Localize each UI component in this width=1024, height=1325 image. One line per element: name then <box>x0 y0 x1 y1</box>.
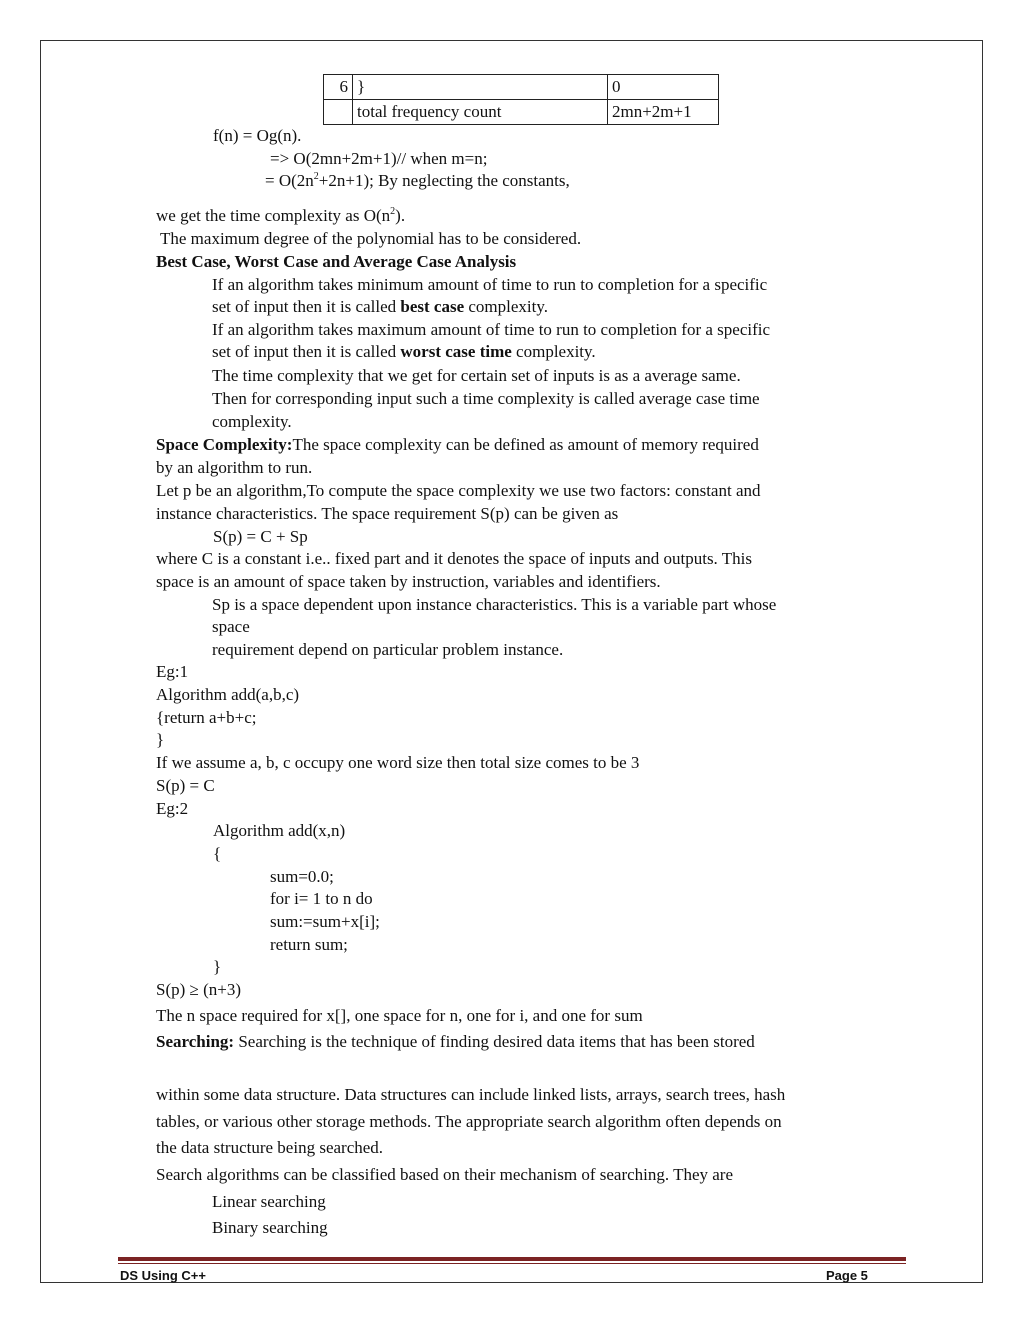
cases-heading: Best Case, Worst Case and Average Case Analysis <box>156 252 517 271</box>
searching-line-5: Search algorithms can be classified based on their mechanism of searching. They are <box>156 1165 734 1184</box>
case-average-line-2: Then for corresponding input such a time complexity is called average case time <box>212 389 760 408</box>
derivation-text: = O(2n <box>265 171 314 190</box>
table-row <box>324 75 719 100</box>
searching-text: Searching is the technique of finding desired data items that has been stored <box>234 1032 755 1051</box>
searching-line-3: tables, or various other storage methods. The appropriate search algorithm often depends on <box>156 1112 782 1131</box>
list-item: Linear searching <box>212 1192 326 1211</box>
page-number: Page 5 <box>826 1268 868 1283</box>
derivation-line-1: f(n) = Og(n). <box>213 126 302 145</box>
example-2-label: Eg:2 <box>156 799 189 818</box>
example-1-label: Eg:1 <box>156 662 189 681</box>
footer-rule-thin <box>118 1263 906 1264</box>
example-2-code-line: sum:=sum+x[i]; <box>270 912 380 931</box>
example-2-note: The n space required for x[], one space for n, one for i, and one for sum <box>156 1006 643 1025</box>
case-best-line-2 <box>212 297 548 317</box>
space-line-5: where C is a constant i.e.. fixed part and it denotes the space of inputs and outputs. This <box>156 549 752 568</box>
space-line-6: space is an amount of space taken by instruction, variables and identifiers. <box>156 572 661 591</box>
searching-line-4: the data structure being searched. <box>156 1138 384 1157</box>
case-text: set of input then it is called <box>212 342 401 361</box>
example-2-code-line: for i= 1 to n do <box>270 889 373 908</box>
example-1-code-line: {return a+b+c; <box>156 708 257 727</box>
table-cell-step <box>324 100 353 125</box>
table-row <box>324 100 719 125</box>
derivation-line-4 <box>156 206 405 226</box>
derivation-line-2: => O(2mn+2m+1)// when m=n; <box>270 149 488 168</box>
derivation-text: we get the time complexity as O(n <box>156 206 391 225</box>
derivation-line-5: The maximum degree of the polynomial has to be considered. <box>160 229 582 248</box>
case-average-line-3: complexity. <box>212 412 292 431</box>
space-line-2: by an algorithm to run. <box>156 458 313 477</box>
space-line-4: instance characteristics. The space requirement S(p) can be given as <box>156 504 619 523</box>
derivation-line-3 <box>265 171 570 191</box>
space-text: The space complexity can be defined as amount of memory required <box>292 435 759 454</box>
searching-line-1 <box>156 1032 755 1052</box>
searching-heading: Searching: <box>156 1032 235 1051</box>
example-1-code-line: Algorithm add(a,b,c) <box>156 685 300 704</box>
example-2-code-line: Algorithm add(x,n) <box>213 821 346 840</box>
derivation-text: ). <box>395 206 406 225</box>
list-item: Binary searching <box>212 1218 328 1237</box>
space-bullet-line-2: space <box>212 617 250 636</box>
case-emphasis: best case <box>400 297 465 316</box>
example-2-code-line: sum=0.0; <box>270 867 334 886</box>
example-1-code-line: } <box>156 730 165 749</box>
table-cell-frequency: 0 <box>608 75 719 100</box>
case-text: complexity. <box>511 342 596 361</box>
table-cell-statement: total frequency count <box>353 100 608 125</box>
case-text: set of input then it is called <box>212 297 401 316</box>
case-worst-line-1: If an algorithm takes maximum amount of time to run to completion for a specific <box>212 320 771 339</box>
space-bullet-line-1: Sp is a space dependent upon instance characteristics. This is a variable part whose <box>212 595 777 614</box>
case-best-line-1: If an algorithm takes minimum amount of time to run to completion for a specific <box>212 275 768 294</box>
space-formula: S(p) = C + Sp <box>213 527 308 546</box>
table-cell-statement: } <box>353 75 608 100</box>
frequency-table <box>323 74 719 125</box>
space-heading: Space Complexity: <box>156 435 293 454</box>
searching-line-2: within some data structure. Data structures can include linked lists, arrays, search trees, hash <box>156 1085 786 1104</box>
case-average-line-1: The time complexity that we get for certain set of inputs is as a average same. <box>212 366 741 385</box>
footer-title: DS Using C++ <box>120 1268 206 1283</box>
superscript: 2 <box>390 206 396 217</box>
example-1-result: S(p) = C <box>156 776 215 795</box>
case-worst-line-2 <box>212 342 596 362</box>
space-line-3: Let p be an algorithm,To compute the space complexity we use two factors: constant and <box>156 481 761 500</box>
derivation-text: +2n+1); By neglecting the constants, <box>318 171 570 190</box>
example-2-code-line: return sum; <box>270 935 348 954</box>
example-1-note: If we assume a, b, c occupy one word size then total size comes to be 3 <box>156 753 640 772</box>
example-2-result: S(p) ≥ (n+3) <box>156 980 242 999</box>
example-2-code-line: } <box>213 957 222 976</box>
case-emphasis: worst case time <box>400 342 512 361</box>
superscript: 2 <box>313 171 319 182</box>
table-cell-frequency: 2mn+2m+1 <box>608 100 719 125</box>
space-bullet-line-3: requirement depend on particular problem instance. <box>212 640 564 659</box>
case-text: complexity. <box>464 297 549 316</box>
table-cell-step: 6 <box>324 75 353 100</box>
example-2-code-line: { <box>213 844 222 863</box>
footer-rule <box>118 1257 906 1261</box>
space-line-1 <box>156 435 759 455</box>
